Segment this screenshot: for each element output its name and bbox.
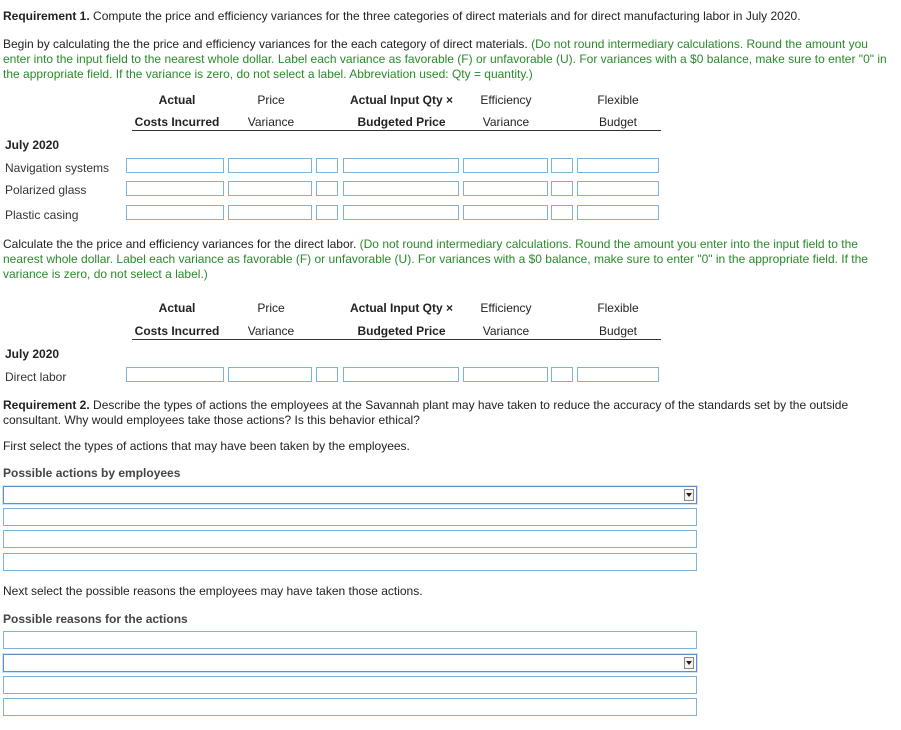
chevron-down-icon xyxy=(684,657,694,669)
row-label-polarized: Polarized glass xyxy=(5,183,87,197)
labor-header-rule xyxy=(132,339,661,340)
labor-col-price-subheader: Variance xyxy=(247,324,295,338)
col-aiq-subheader: Budgeted Price xyxy=(357,115,446,129)
navigation-efficiency-variance-input[interactable] xyxy=(463,158,548,173)
req2-heading-label: Requirement 2. xyxy=(3,398,90,412)
col-flex-subheader: Budget xyxy=(598,115,638,129)
labor-col-flex-header: Flexible xyxy=(597,301,639,315)
col-aiq-header: Actual Input Qty × xyxy=(349,93,453,107)
col-eff-header: Efficiency xyxy=(480,93,532,107)
labor-actual-input[interactable] xyxy=(126,367,224,382)
req1-heading-label: Requirement 1. xyxy=(3,9,90,23)
reasons-dropdown-3[interactable] xyxy=(3,676,697,694)
reasons-dropdown-2[interactable] xyxy=(3,654,697,672)
polarized-price-label-select[interactable] xyxy=(316,181,338,196)
actions-dropdown-4[interactable] xyxy=(3,553,697,571)
labor-col-actual-header: Actual xyxy=(158,301,196,315)
labor-price-variance-input[interactable] xyxy=(228,367,312,382)
labor-instructions xyxy=(3,237,896,282)
labor-instr-note: (Do not round intermediary calculations. Round the amount you enter into the input field to the nearest whole dollar. Label each variance as favorable (F) or unfavorable (U). For variances with a $0 balance, make sure to enter "0" in the appropriate field. If the variance is zero, do not select a label.) xyxy=(3,237,868,281)
navigation-actual-input[interactable] xyxy=(126,158,224,173)
req2-heading xyxy=(3,398,896,428)
navigation-price-label-select[interactable] xyxy=(316,158,338,173)
plastic-flexible-budget-input[interactable] xyxy=(577,205,659,220)
labor-col-aiq-header: Actual Input Qty × xyxy=(349,301,453,315)
labor-price-label-select[interactable] xyxy=(316,367,338,382)
col-price-subheader: Variance xyxy=(247,115,295,129)
plastic-price-label-select[interactable] xyxy=(316,205,338,220)
row-label-plastic: Plastic casing xyxy=(5,208,79,222)
reasons-dropdown-1[interactable] xyxy=(3,631,697,649)
plastic-efficiency-label-select[interactable] xyxy=(551,205,573,220)
col-actual-subheader: Costs Incurred xyxy=(134,115,220,129)
col-flex-header: Flexible xyxy=(597,93,639,107)
col-eff-subheader: Variance xyxy=(482,115,530,129)
labor-col-eff-subheader: Variance xyxy=(482,324,530,338)
polarized-aiq-input[interactable] xyxy=(343,181,459,196)
labor-instr-main: Calculate the the price and efficiency variances for the direct labor. xyxy=(3,237,357,251)
polarized-flexible-budget-input[interactable] xyxy=(577,181,659,196)
labor-col-flex-subheader: Budget xyxy=(598,324,638,338)
polarized-price-variance-input[interactable] xyxy=(228,181,312,196)
row-label-navigation: Navigation systems xyxy=(5,161,110,175)
reasons-dropdown-4[interactable] xyxy=(3,698,697,716)
polarized-actual-input[interactable] xyxy=(126,181,224,196)
materials-period: July 2020 xyxy=(5,138,60,152)
labor-col-price-header: Price xyxy=(257,301,285,315)
labor-col-aiq-subheader: Budgeted Price xyxy=(357,324,446,338)
actions-select-instruction: First select the types of actions that may have been taken by the employees. xyxy=(3,439,410,453)
req1-instructions xyxy=(3,37,896,82)
row-label-direct-labor: Direct labor xyxy=(5,370,67,384)
labor-flexible-budget-input[interactable] xyxy=(577,367,659,382)
labor-aiq-input[interactable] xyxy=(343,367,459,382)
labor-efficiency-variance-input[interactable] xyxy=(463,367,548,382)
navigation-efficiency-label-select[interactable] xyxy=(551,158,573,173)
labor-efficiency-label-select[interactable] xyxy=(551,367,573,382)
req1-heading-text: Compute the price and efficiency variances for the three categories of direct materials and for direct manufacturing labor in July 2020. xyxy=(89,9,801,23)
labor-col-actual-subheader: Costs Incurred xyxy=(134,324,220,338)
plastic-aiq-input[interactable] xyxy=(343,205,459,220)
req1-instr-note: (Do not round intermediary calculations. Round the amount you enter into the input field to the nearest whole dollar. Label each variance as favorable (F) or unfavorable (U). For variances with a $0 balance, make sure to enter "0" in the appropriate field. If the variance is zero, do not select a label. Abbreviation used: Qty = quantity.) xyxy=(3,37,887,81)
actions-dropdown-2[interactable] xyxy=(3,508,697,526)
reasons-select-instruction: Next select the possible reasons the employees may have taken those actions. xyxy=(3,584,423,598)
polarized-efficiency-label-select[interactable] xyxy=(551,181,573,196)
polarized-efficiency-variance-input[interactable] xyxy=(463,181,548,196)
req1-heading xyxy=(3,9,896,24)
actions-dropdown-1[interactable] xyxy=(3,486,697,504)
col-price-header: Price xyxy=(257,93,285,107)
req2-heading-text: Describe the types of actions the employees at the Savannah plant may have taken to reduce the accuracy of the standards set by the outside consultant. Why would employees take those actions? Is this behavior ethical? xyxy=(3,398,849,427)
actions-label: Possible actions by employees xyxy=(3,466,181,480)
actions-dropdown-3[interactable] xyxy=(3,530,697,548)
navigation-aiq-input[interactable] xyxy=(343,158,459,173)
navigation-price-variance-input[interactable] xyxy=(228,158,312,173)
plastic-efficiency-variance-input[interactable] xyxy=(463,205,548,220)
req1-instr-main: Begin by calculating the the price and efficiency variances for the each category of direct materials. xyxy=(3,37,528,51)
labor-period: July 2020 xyxy=(5,347,60,361)
col-actual-header: Actual xyxy=(158,93,196,107)
navigation-flexible-budget-input[interactable] xyxy=(577,158,659,173)
plastic-price-variance-input[interactable] xyxy=(228,205,312,220)
labor-col-eff-header: Efficiency xyxy=(480,301,532,315)
reasons-label: Possible reasons for the actions xyxy=(3,612,188,626)
header-rule xyxy=(132,130,661,131)
chevron-down-icon xyxy=(684,489,694,501)
plastic-actual-input[interactable] xyxy=(126,205,224,220)
